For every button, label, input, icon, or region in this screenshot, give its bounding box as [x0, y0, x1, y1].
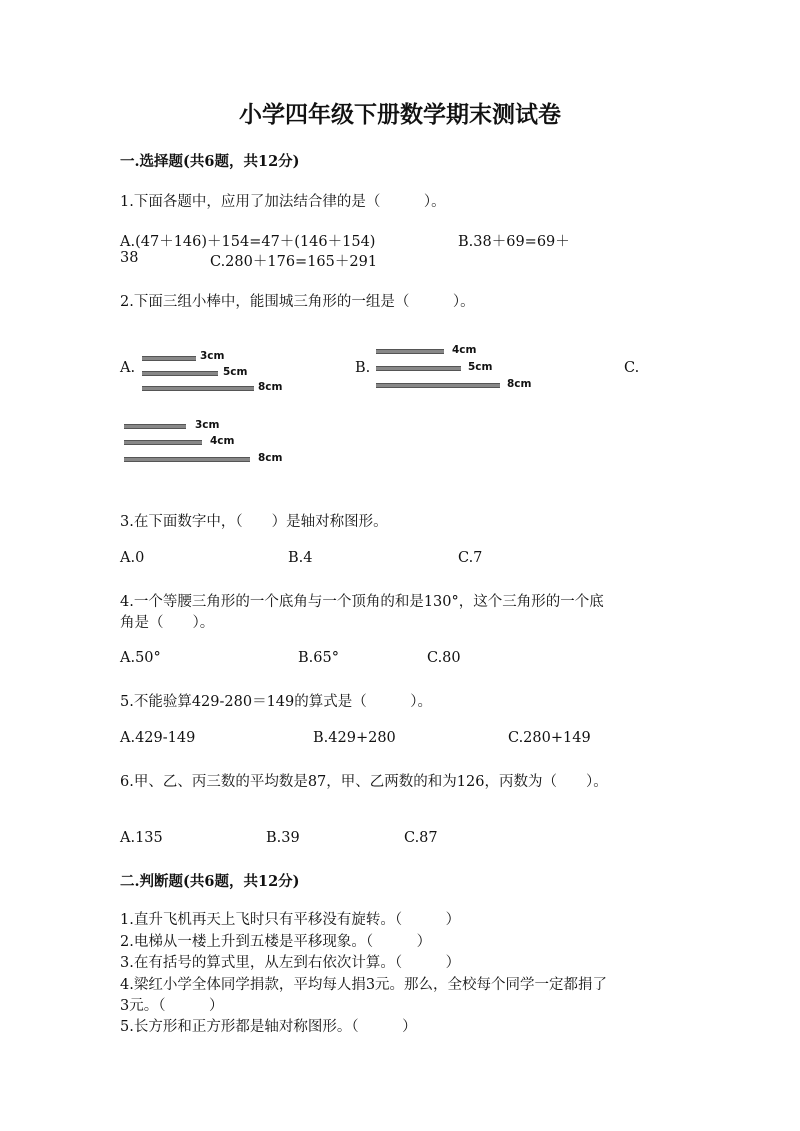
- question-4-option-a: A.50°: [120, 650, 161, 666]
- stick-label: 5cm: [468, 361, 493, 373]
- judgement-item: 4.梁红小学全体同学捐款，平均每人捐3元。那么，全校每个同学一定都捐了: [120, 977, 608, 993]
- question-6-stem: 6.甲、乙、丙三数的平均数是87，甲、乙两数的和为126，丙数为（ ）。: [120, 774, 608, 790]
- stick-label: 8cm: [258, 381, 283, 393]
- stick-label: 5cm: [223, 366, 248, 378]
- stick: [142, 386, 254, 391]
- page-title: 小学四年级下册数学期末测试卷: [239, 101, 561, 128]
- stick-label: 4cm: [452, 344, 477, 356]
- question-6-option-a: A.135: [120, 830, 163, 846]
- question-2-option-b-label: B.: [355, 360, 371, 376]
- stick: [124, 440, 202, 445]
- question-1-option-a: A.(47＋146)＋154=47＋(146＋154): [120, 234, 376, 250]
- question-1-option-b: B.38＋69=69＋: [458, 234, 570, 250]
- sticks-group-a: [140, 350, 300, 396]
- stick: [142, 371, 218, 376]
- section-heading-judgement: 二.判断题(共6题，共12分): [120, 873, 300, 890]
- stick: [124, 457, 250, 462]
- question-1-option-c: C.280＋176=165＋291: [210, 254, 378, 270]
- question-4-option-b: B.65°: [298, 650, 339, 666]
- stick: [124, 424, 186, 429]
- judgement-item-cont: 3元。（ ）: [120, 998, 224, 1014]
- judgement-item: 2.电梯从一楼上升到五楼是平移现象。（ ）: [120, 934, 432, 950]
- stick-label: 8cm: [258, 452, 283, 464]
- stick: [376, 366, 461, 371]
- stick-label: 8cm: [507, 378, 532, 390]
- question-2-stem: 2.下面三组小棒中，能围城三角形的一组是（ ）。: [120, 294, 475, 310]
- section-heading-choice: 一.选择题(共6题，共12分): [120, 153, 300, 170]
- stick-label: 3cm: [200, 350, 225, 362]
- judgement-item: 5.长方形和正方形都是轴对称图形。（ ）: [120, 1019, 417, 1035]
- question-3-option-b: B.4: [288, 550, 313, 566]
- question-5-stem: 5.不能验算429-280＝149的算式是（ ）。: [120, 694, 433, 710]
- stick-label: 4cm: [210, 435, 235, 447]
- stick: [376, 383, 500, 388]
- question-4-stem-line2: 角是（ ）。: [120, 615, 215, 631]
- question-2-option-a-label: A.: [120, 360, 136, 376]
- judgement-item: 1.直升飞机再天上飞时只有平移没有旋转。（ ）: [120, 912, 461, 928]
- question-3-stem: 3.在下面数字中，（ ）是轴对称图形。: [120, 514, 388, 530]
- sticks-group-c: [122, 418, 292, 468]
- stick: [376, 349, 444, 354]
- question-5-option-a: A.429-149: [120, 730, 196, 746]
- question-4-option-c: C.80: [427, 650, 461, 666]
- question-1-option-b-cont: 38: [120, 250, 139, 266]
- question-5-option-c: C.280+149: [508, 730, 591, 746]
- question-6-option-b: B.39: [266, 830, 300, 846]
- judgement-item: 3.在有括号的算式里，从左到右依次计算。（ ）: [120, 955, 461, 971]
- question-6-option-c: C.87: [404, 830, 438, 846]
- question-5-option-b: B.429+280: [313, 730, 396, 746]
- question-4-stem-line1: 4.一个等腰三角形的一个底角与一个顶角的和是130°，这个三角形的一个底: [120, 594, 604, 610]
- sticks-group-b: [374, 344, 554, 392]
- question-3-option-a: A.0: [120, 550, 145, 566]
- question-3-option-c: C.7: [458, 550, 483, 566]
- stick-label: 3cm: [195, 419, 220, 431]
- stick: [142, 356, 196, 361]
- question-1-stem: 1.下面各题中，应用了加法结合律的是（ ）。: [120, 194, 446, 210]
- question-2-option-c-label: C.: [624, 360, 640, 376]
